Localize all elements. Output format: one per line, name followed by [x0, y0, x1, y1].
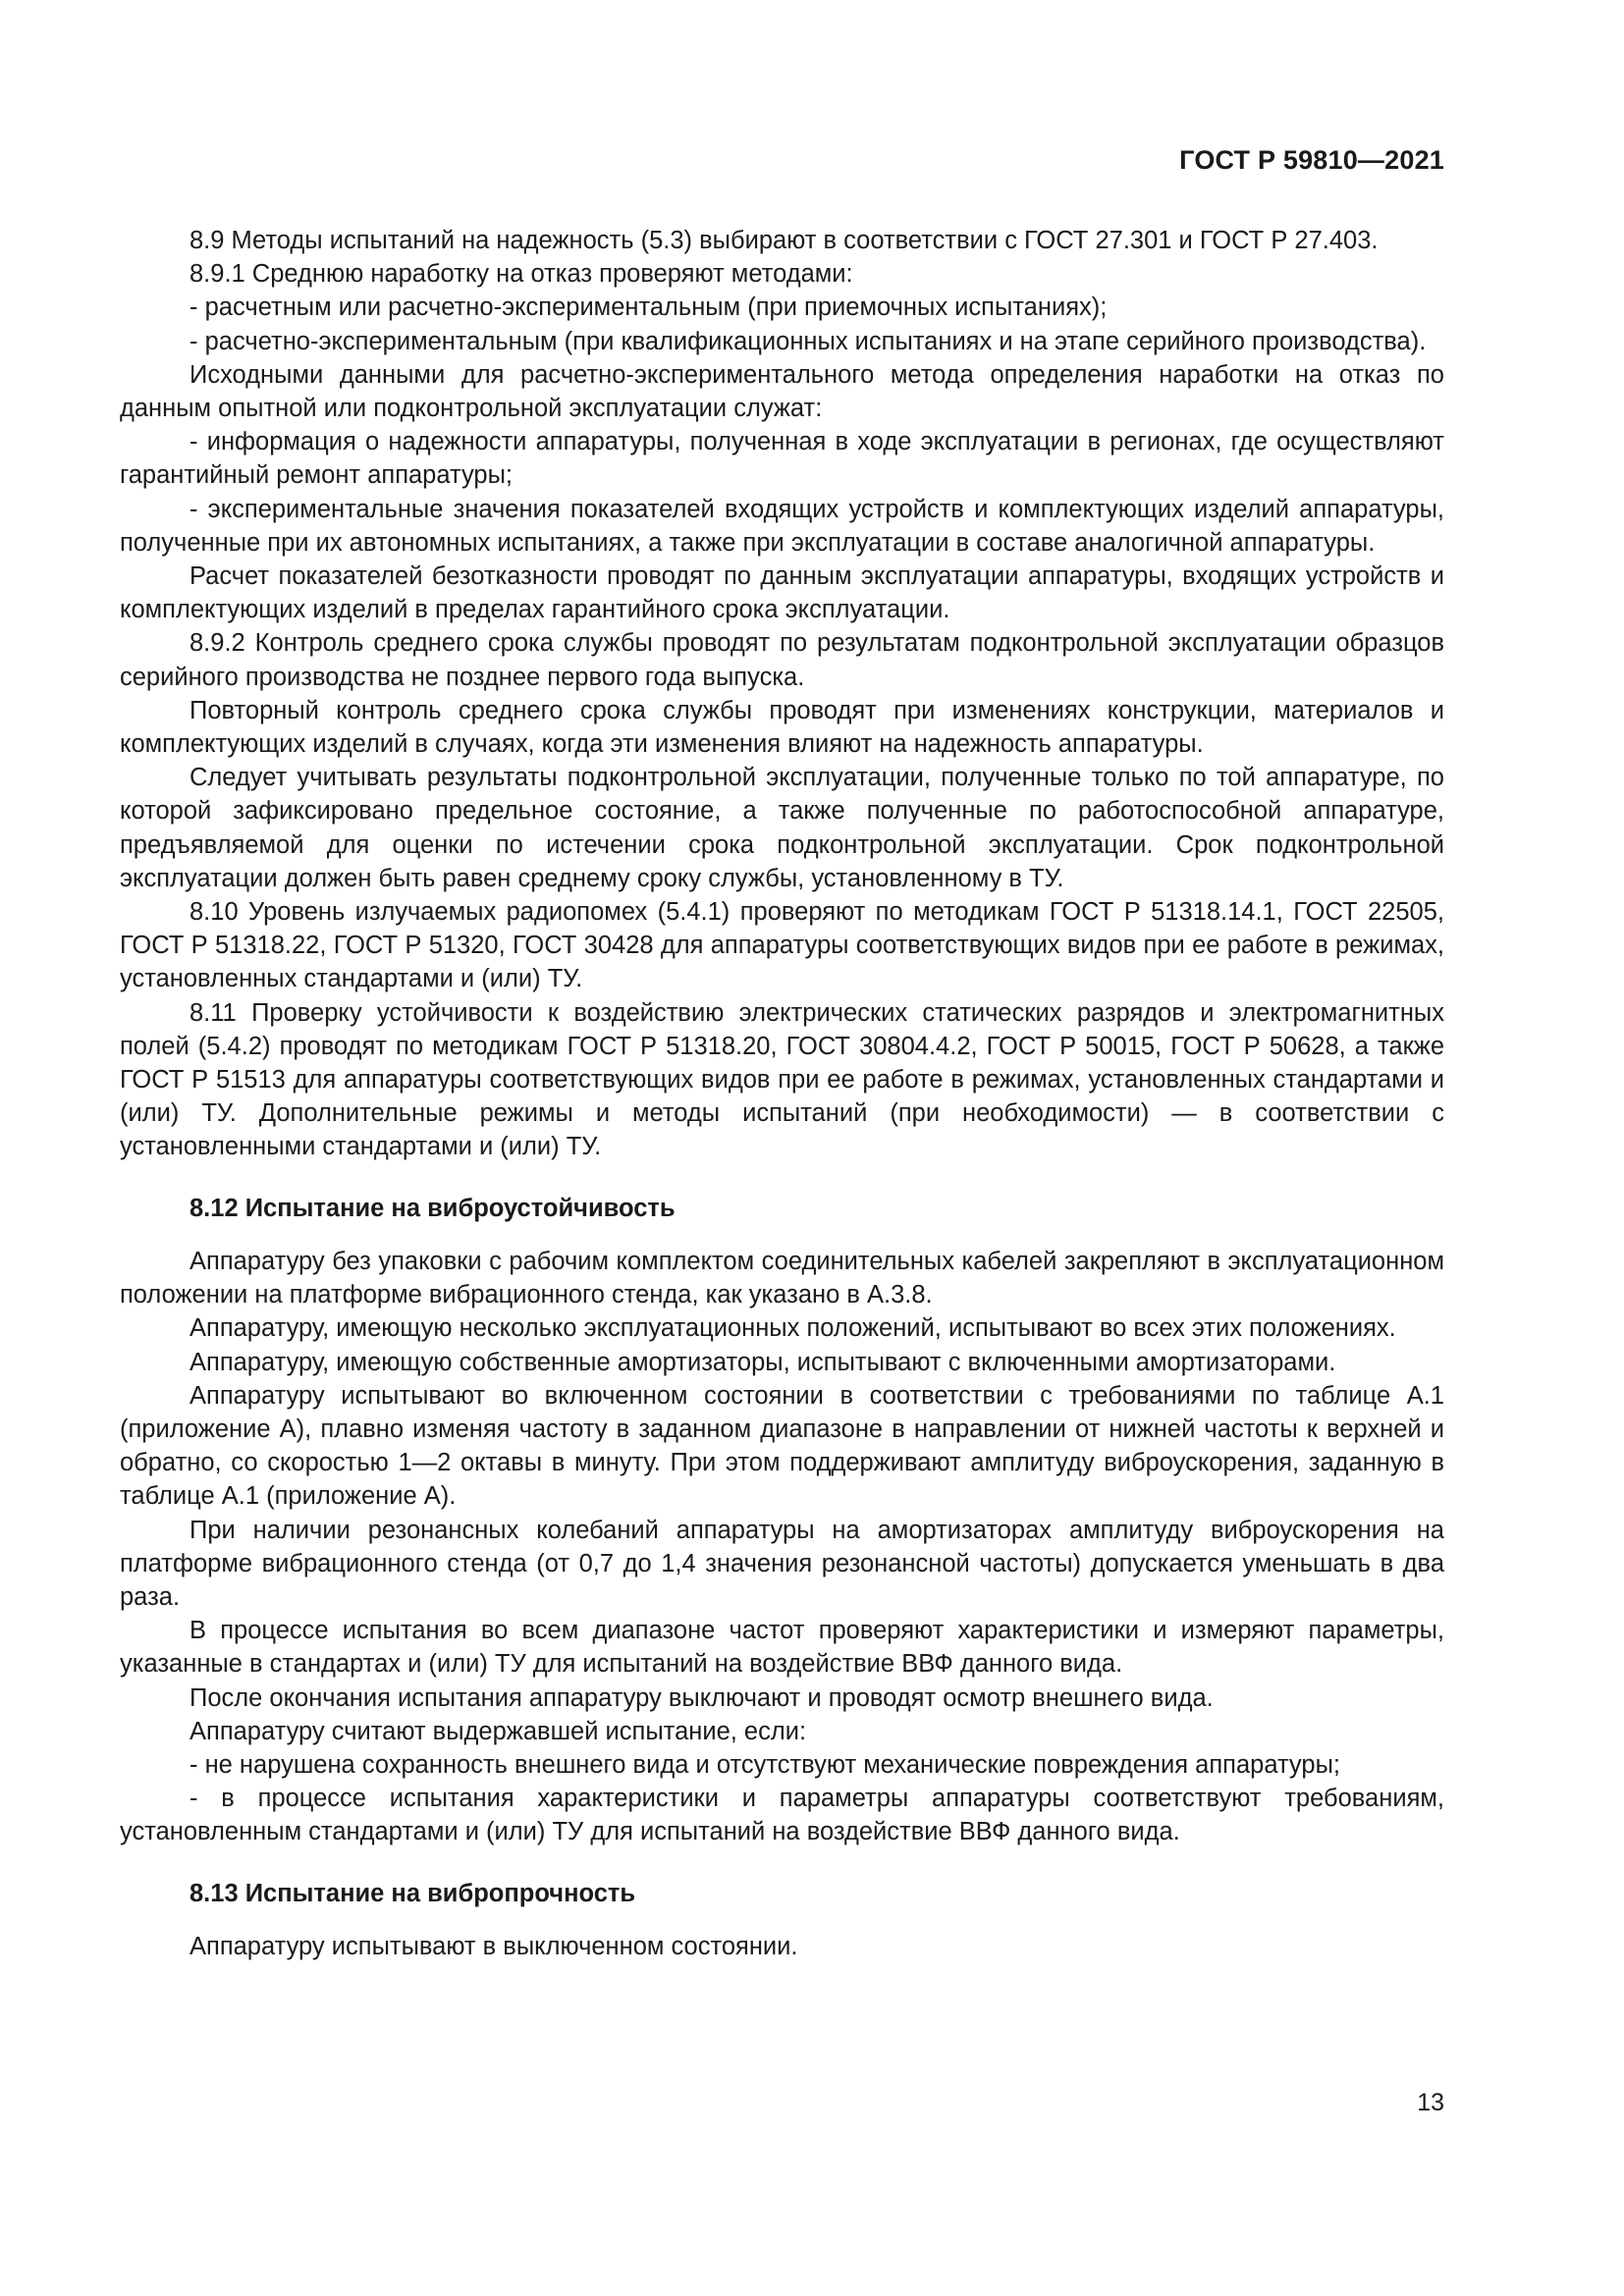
- paragraph: В процессе испытания во всем диапазоне частот проверяют характеристики и измеряют параметры, указанные в стандартах и (или) ТУ для испытаний на воздействие ВВФ данного вида.: [120, 1617, 1444, 1679]
- paragraph: После окончания испытания аппаратуру выключают и проводят осмотр внешнего вида.: [189, 1683, 1214, 1712]
- list-item: - расчетно-экспериментальным (при квалификационных испытаниях и на этапе серийного производства).: [189, 327, 1427, 355]
- list-item: - в процессе испытания характеристики и параметры аппаратуры соответствуют требованиям, установленным стандартами и (или) ТУ для испытаний на воздействие ВВФ данного вида.: [120, 1785, 1444, 1846]
- paragraph: Аппаратуру, имеющую несколько эксплуатационных положений, испытывают во всех этих положениях.: [189, 1314, 1396, 1343]
- paragraph: Исходными данными для расчетно-экспериментального метода определения наработки на отказ по данным опытной или подконтрольной эксплуатации служат:: [120, 360, 1444, 423]
- list-item: - не нарушена сохранность внешнего вида и отсутствуют механические повреждения аппаратуры;: [189, 1750, 1340, 1779]
- paragraph: 8.9.2 Контроль среднего срока службы проводят по результатам подконтрольной эксплуатации образцов серийного производства не позднее первого года выпуска.: [120, 629, 1444, 691]
- paragraph: Аппаратуру испытывают во включенном состоянии в соответствии с требованиями по таблице А.1 (приложение А), плавно изменяя частоту в заданном диапазоне в направлении от нижней частоты к верхней и обратно, со скоростью 1—2 октавы в минуту. При этом поддерживают амплитуду виброускорения, заданную в таблице А.1 (приложение А).: [120, 1381, 1444, 1511]
- paragraph: Аппаратуру считают выдержавшей испытание, если:: [189, 1717, 807, 1745]
- paragraph: Следует учитывать результаты подконтрольной эксплуатации, полученные только по той аппаратуре, по которой зафиксировано предельное состояние, а также полученные по работоспособной аппаратуре, предъявляемой для оценки по истечении срока подконтрольной эксплуатации. Срок подконтрольной эксплуатации должен быть равен среднему сроку службы, установленному в ТУ.: [120, 764, 1444, 892]
- section-heading: 8.13 Испытание на вибропрочность: [189, 1879, 636, 1907]
- list-item: - информация о надежности аппаратуры, полученная в ходе эксплуатации в регионах, где осуществляют гарантийный ремонт аппаратуры;: [120, 428, 1444, 490]
- document-body: [120, 224, 1444, 1963]
- paragraph: При наличии резонансных колебаний аппаратуры на амортизаторах амплитуду виброускорения на платформе вибрационного стенда (от 0,7 до 1,4 значения резонансной частоты) допускается уменьшать в два раза.: [120, 1516, 1444, 1611]
- list-item: - экспериментальные значения показателей входящих устройств и комплектующих изделий аппаратуры, полученные при их автономных испытаниях, а также при эксплуатации в составе аналогичной аппаратуры.: [120, 495, 1444, 557]
- list-item: - расчетным или расчетно-экспериментальным (при приемочных испытаниях);: [189, 294, 1108, 322]
- paragraph: 8.10 Уровень излучаемых радиопомех (5.4.1) проверяют по методикам ГОСТ Р 51318.14.1, ГОСТ 22505, ГОСТ Р 51318.22, ГОСТ Р 51320, ГОСТ 30428 для аппаратуры соответствующих видов при ее работе в режимах, установленных стандартами и (или) ТУ.: [120, 898, 1444, 993]
- paragraph: Аппаратуру без упаковки с рабочим комплектом соединительных кабелей закрепляют в эксплуатационном положении на платформе вибрационного стенда, как указано в А.3.8.: [120, 1247, 1444, 1309]
- paragraph: 8.11 Проверку устойчивости к воздействию электрических статических разрядов и электромагнитных полей (5.4.2) проводят по методикам ГОСТ Р 51318.20, ГОСТ 30804.4.2, ГОСТ Р 50015, ГОСТ Р 50628, а также ГОСТ Р 51513 для аппаратуры соответствующих видов при ее работе в режимах, установленных стандартами и (или) ТУ. Дополнительные режимы и методы испытаний (при необходимости) — в соответствии с установленными стандартами и (или) ТУ.: [120, 998, 1444, 1161]
- paragraph: Аппаратуру, имеющую собственные амортизаторы, испытывают с включенными амортизаторами.: [189, 1348, 1336, 1376]
- paragraph: 8.9.1 Среднюю наработку на отказ проверяют методами:: [189, 260, 853, 289]
- paragraph: Аппаратуру испытывают в выключенном состоянии.: [189, 1932, 798, 1960]
- paragraph: Повторный контроль среднего срока службы проводят при изменениях конструкции, материалов и комплектующих изделий в случаях, когда эти изменения влияют на надежность аппаратуры.: [120, 696, 1444, 759]
- section-heading: 8.12 Испытание на виброустойчивость: [189, 1194, 676, 1222]
- paragraph: 8.9 Методы испытаний на надежность (5.3) выбирают в соответствии с ГОСТ 27.301 и ГОСТ Р 27.403.: [189, 227, 1379, 254]
- page-number: 13: [1417, 2089, 1444, 2116]
- document-id-header: ГОСТ Р 59810—2021: [1179, 145, 1444, 175]
- paragraph: Расчет показателей безотказности проводят по данным эксплуатации аппаратуры, входящих устройств и комплектующих изделий в пределах гарантийного срока эксплуатации.: [120, 562, 1444, 624]
